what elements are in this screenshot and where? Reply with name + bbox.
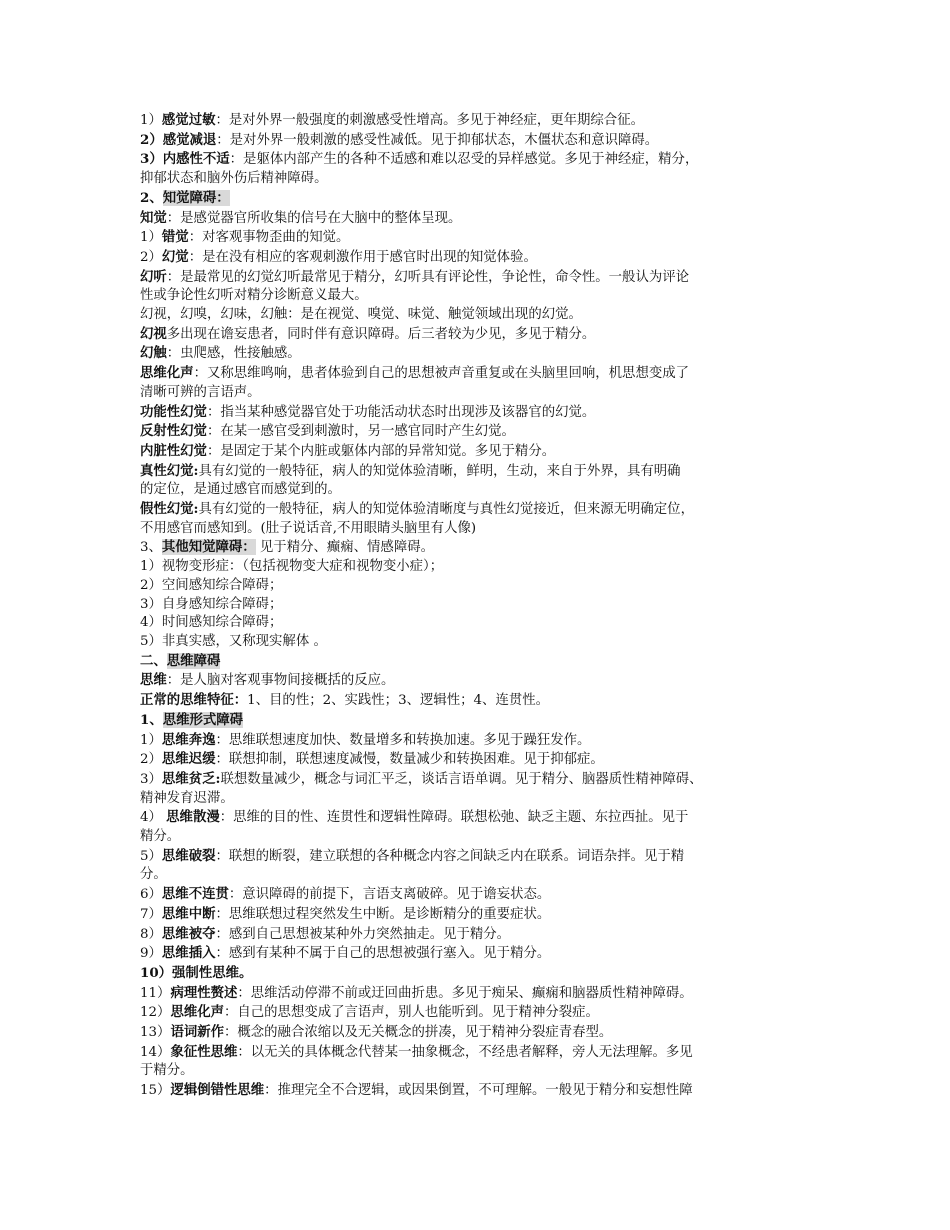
line-body: 精分。 bbox=[140, 829, 181, 845]
line-number: 2、 bbox=[140, 189, 163, 206]
line-body: ：是躯体内部产生的各种不适感和难以忍受的异样感觉。多见于神经症，精分， bbox=[229, 152, 699, 168]
text-line bbox=[140, 364, 820, 384]
text-line bbox=[140, 944, 820, 964]
text-line bbox=[140, 905, 820, 925]
line-number: 3） bbox=[140, 151, 163, 168]
text-line bbox=[140, 964, 820, 984]
line-body: ：是固定于某个内脏或躯体内部的异常知觉。多见于精分。 bbox=[206, 443, 556, 459]
term-label: 思维插入 bbox=[161, 945, 216, 962]
line-number: 2） bbox=[140, 131, 163, 148]
text-line bbox=[140, 596, 820, 615]
text-line bbox=[140, 306, 820, 325]
term-label: 其他知觉障碍： bbox=[161, 539, 256, 556]
term-label: 幻触 bbox=[140, 345, 167, 362]
text-line bbox=[140, 885, 820, 905]
line-body: ：概念的融合浓缩以及无关概念的拼凑，见于精神分裂症青春型。 bbox=[224, 1025, 613, 1041]
line-body: ：指当某种感觉器官处于功能活动状态时出现涉及该器官的幻觉。 bbox=[206, 404, 596, 420]
line-body: ：以无关的具体概念代替某一抽象概念，不经患者解释，旁人无法理解。多见 bbox=[237, 1044, 693, 1060]
term-label: 真性幻觉: bbox=[140, 462, 199, 479]
text-line bbox=[140, 268, 820, 288]
term-label: 幻觉 bbox=[161, 248, 189, 265]
line-number: 15） bbox=[140, 1083, 171, 1099]
line-body: ：是对外界一般强度的刺激感受性增高。多见于神经症，更年期综合征。 bbox=[215, 113, 644, 128]
line-body: 性或争论性幻听对精分诊断意义最大。 bbox=[140, 288, 368, 304]
text-line bbox=[140, 209, 820, 229]
text-line bbox=[140, 731, 820, 751]
text-line bbox=[140, 325, 820, 345]
line-body: ：联想抑制，联想速度减慢，数量减少和转换困难。见于抑郁症。 bbox=[215, 752, 604, 768]
term-label: 思维中断 bbox=[161, 905, 216, 922]
term-label: 假性幻觉: bbox=[140, 501, 199, 518]
line-body: ：思维联想过程突然发生中断。是诊断精分的重要症状。 bbox=[215, 906, 551, 922]
term-label: 知觉 bbox=[140, 209, 167, 226]
text-line bbox=[140, 577, 820, 596]
text-line bbox=[140, 1043, 820, 1063]
term-label: 思维化声 bbox=[170, 1004, 224, 1021]
line-body: ：是对外界一般刺激的感受性减低。见于抑郁状态，木僵状态和意识障碍。 bbox=[216, 132, 659, 148]
text-line bbox=[140, 847, 820, 867]
text-line bbox=[140, 1023, 820, 1043]
line-number: 9） bbox=[140, 946, 162, 962]
line-body: 3）自身感知综合障碍； bbox=[140, 596, 283, 612]
line-number: 4） bbox=[140, 810, 167, 826]
line-number: 1） bbox=[140, 732, 162, 748]
line-number: 10） bbox=[140, 964, 173, 981]
text-line bbox=[140, 984, 820, 1004]
term-label: 思维贫乏: bbox=[161, 770, 221, 787]
text-line bbox=[140, 384, 820, 403]
text-line bbox=[140, 287, 820, 306]
text-line bbox=[140, 228, 820, 248]
line-body: 的定位，是通过感官而感觉到的。 bbox=[140, 482, 341, 498]
term-label: 反射性幻觉 bbox=[140, 423, 207, 440]
term-label: 病理性赘述 bbox=[170, 984, 238, 1001]
line-body: ：感到有某种不属于自己的思想被强行塞入。见于精分。 bbox=[215, 946, 551, 962]
line-number: 3） bbox=[140, 771, 162, 787]
term-label: 功能性幻觉 bbox=[140, 403, 207, 420]
line-number: 14） bbox=[140, 1044, 171, 1060]
term-label: 思维被夺 bbox=[161, 925, 216, 942]
term-label: 思维奔逸 bbox=[161, 731, 216, 748]
line-body: ：思维联想速度加快、数量增多和转换加速。多见于躁狂发作。 bbox=[215, 732, 591, 748]
text-line bbox=[140, 1003, 820, 1023]
line-number: 7） bbox=[140, 906, 162, 922]
line-number: 二、 bbox=[140, 652, 167, 669]
line-body: 5）非真实感，又称现实解体 。 bbox=[140, 633, 327, 649]
line-body: ：又称思维鸣响，患者体验到自己的思想被声音重复或在头脑里回响，机思想变成了 bbox=[193, 366, 690, 382]
term-label: 思维化声 bbox=[140, 365, 194, 382]
term-label: 语词新作 bbox=[170, 1024, 224, 1041]
document-page bbox=[140, 111, 820, 1101]
line-body: 抑郁状态和脑外伤后精神障碍。 bbox=[140, 171, 328, 187]
text-line bbox=[140, 925, 820, 945]
term-label: 思维不连贯 bbox=[161, 886, 229, 903]
text-line bbox=[140, 344, 820, 364]
line-body: ：感到自己思想被某种外力突然抽走。见于精分。 bbox=[215, 926, 511, 942]
line-body: 见于精分、癫痫、情感障碍。 bbox=[255, 540, 434, 556]
line-body: 2）空间感知综合障碍； bbox=[140, 577, 283, 593]
line-body: ：是最常见的幻觉幻听最常见于精分，幻听具有评论性，争论性，命令性。一般认为评论 bbox=[166, 269, 690, 285]
line-body: 精神发育迟滞。 bbox=[140, 790, 234, 806]
text-line bbox=[140, 652, 820, 672]
text-line bbox=[140, 462, 820, 482]
term-label: 思维形式障碍 bbox=[162, 711, 244, 728]
text-line bbox=[140, 131, 820, 151]
term-label: 幻视 bbox=[140, 325, 167, 342]
line-body: ：思维的目的性、连贯性和逻辑性障碍。联想松弛、缺乏主题、东拉西扯。见于 bbox=[219, 810, 689, 826]
line-body: ：虫爬感，性接触感。 bbox=[166, 346, 301, 362]
text-line bbox=[140, 633, 820, 652]
text-line bbox=[140, 691, 820, 711]
text-line bbox=[140, 170, 820, 189]
term-label: 思维迟缓 bbox=[161, 751, 216, 768]
line-body: ：联想的断裂，建立联想的各种概念内容之间缺乏内在联系。词语杂拌。见于精 bbox=[215, 848, 685, 864]
text-line bbox=[140, 1081, 820, 1101]
line-body: ：是感觉器官所收集的信号在大脑中的整体呈现。 bbox=[166, 210, 462, 226]
line-body: 清晰可辨的言语声。 bbox=[140, 384, 261, 400]
line-body: 具有幻觉的一般特征，病人的知觉体验清晰度与真性幻觉接近，但来源无明确定位， bbox=[198, 502, 694, 518]
term-label: 思维散漫 bbox=[166, 809, 220, 826]
line-number: 8） bbox=[140, 926, 162, 942]
line-body: ：推理完全不合逻辑，或因果倒置，不可理解。一般见于精分和妄想性障 bbox=[264, 1083, 693, 1099]
text-line bbox=[140, 520, 820, 539]
text-line bbox=[140, 500, 820, 520]
term-label: 思维破裂 bbox=[161, 847, 216, 864]
line-body: ：意识障碍的前提下，言语支离破碎。见于谵妄状态。 bbox=[228, 887, 551, 903]
term-label: 思维障碍 bbox=[166, 652, 221, 669]
text-line bbox=[140, 750, 820, 770]
term-label: 强制性思维。 bbox=[172, 964, 253, 981]
text-line bbox=[140, 770, 820, 790]
line-number: 1、 bbox=[140, 711, 163, 728]
text-line bbox=[140, 1062, 820, 1081]
text-line bbox=[140, 111, 820, 131]
line-body: 不用感官而感知到。(肚子说话音,不用眼睛头脑里有人像) bbox=[140, 520, 477, 536]
term-label: 内脏性幻觉 bbox=[140, 442, 207, 459]
text-line bbox=[140, 558, 820, 577]
line-number: 5） bbox=[140, 848, 162, 864]
line-number: 2） bbox=[140, 249, 162, 265]
text-line bbox=[140, 150, 820, 170]
text-line bbox=[140, 866, 820, 885]
term-label: 逻辑倒错性思维 bbox=[170, 1082, 265, 1099]
line-body: 具有幻觉的一般特征，病人的知觉体验清晰，鲜明，生动，来自于外界，具有明确 bbox=[198, 463, 681, 479]
term-label: 感觉过敏 bbox=[161, 112, 216, 128]
term-label: 知觉障碍： bbox=[162, 189, 230, 206]
text-line bbox=[140, 403, 820, 423]
line-body: 1）视物变形症：（包括视物变大症和视物变小症）； bbox=[140, 559, 444, 575]
text-line bbox=[140, 790, 820, 809]
text-line bbox=[140, 442, 820, 462]
text-line bbox=[140, 481, 820, 500]
text-line bbox=[140, 671, 820, 691]
text-line bbox=[140, 828, 820, 847]
line-body: ：自己的思想变成了言语声，别人也能听到。见于精神分裂症。 bbox=[224, 1005, 599, 1021]
term-label: 正常的思维特征： bbox=[140, 692, 248, 709]
line-body: 4）时间感知综合障碍； bbox=[140, 615, 283, 631]
line-body: 1、目的性；2、实践性；3、逻辑性；4、连贯性。 bbox=[247, 693, 550, 709]
line-number: 12） bbox=[140, 1005, 171, 1021]
term-label: 象征性思维 bbox=[170, 1043, 238, 1060]
text-line bbox=[140, 711, 820, 731]
line-number: 13） bbox=[140, 1025, 171, 1041]
line-number: 2） bbox=[140, 752, 162, 768]
line-number: 11） bbox=[140, 985, 171, 1001]
term-label: 感觉减退 bbox=[162, 131, 217, 148]
text-line bbox=[140, 808, 820, 828]
line-body: 于精分。 bbox=[140, 1063, 194, 1079]
line-body: ：对客观事物歪曲的知觉。 bbox=[188, 230, 350, 246]
line-number: 1） bbox=[140, 113, 162, 128]
line-number: 6） bbox=[140, 887, 162, 903]
text-line bbox=[140, 189, 820, 209]
text-line bbox=[140, 538, 820, 558]
text-line bbox=[140, 614, 820, 633]
line-body: ：是人脑对客观事物间接概括的反应。 bbox=[166, 673, 395, 689]
line-number: 3、 bbox=[140, 540, 162, 556]
line-body: 分。 bbox=[140, 867, 167, 883]
line-body: 幻视，幻嗅，幻味，幻触：是在视觉、嗅觉、味觉、触觉领域出现的幻觉。 bbox=[140, 307, 582, 323]
term-label: 思维 bbox=[140, 672, 167, 689]
line-body: ：思维活动停滞不前或迂回曲折患。多见于痴呆、癫痫和脑器质性精神障碍。 bbox=[237, 985, 693, 1001]
line-body: ：在某一感官受到刺激时，另一感官同时产生幻觉。 bbox=[206, 424, 515, 440]
line-body: 多出现在谵妄患者，同时伴有意识障碍。后三者较为少见，多见于精分。 bbox=[166, 326, 596, 342]
line-body: 联想数量减少，概念与词汇平乏，谈话言语单调。见于精分、脑器质性精神障碍、 bbox=[220, 771, 703, 787]
term-label: 幻听 bbox=[140, 268, 167, 285]
term-label: 错觉 bbox=[161, 229, 189, 246]
term-label: 内感性不适 bbox=[162, 151, 230, 168]
text-line bbox=[140, 248, 820, 268]
text-line bbox=[140, 422, 820, 442]
line-number: 1） bbox=[140, 230, 162, 246]
line-body: ：是在没有相应的客观刺激作用于感官时出现的知觉体验。 bbox=[188, 249, 537, 265]
